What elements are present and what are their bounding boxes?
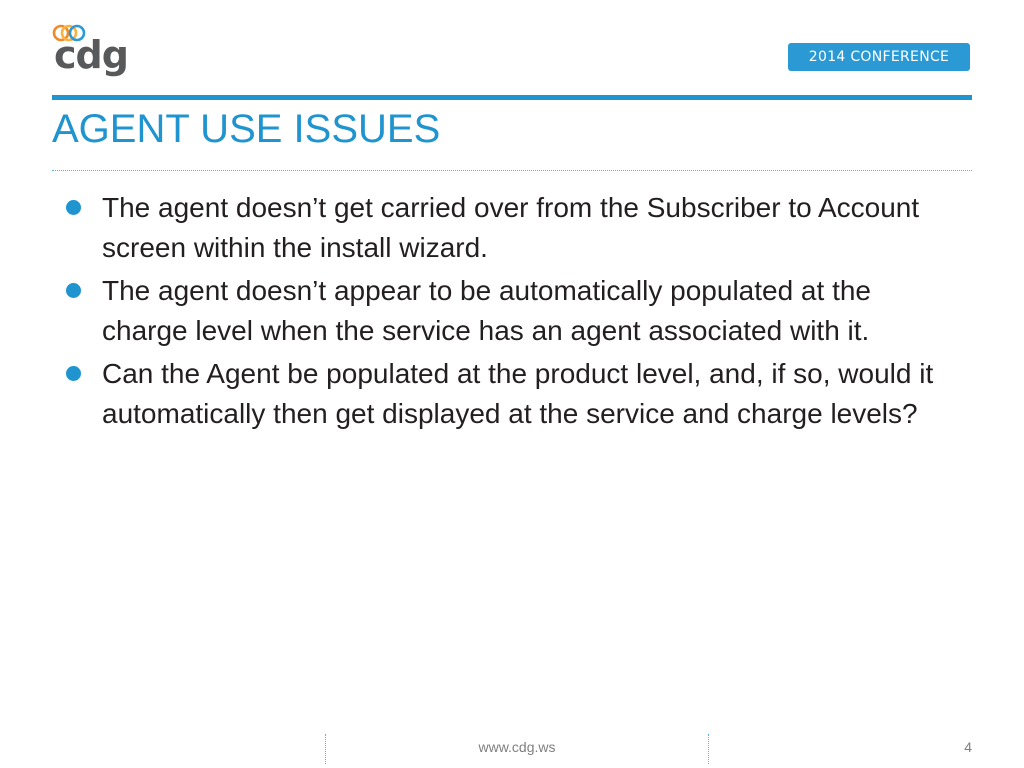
cdg-logo — [52, 22, 128, 82]
footer-divider-right — [708, 734, 709, 764]
header-divider — [52, 95, 972, 100]
bullet-item — [66, 354, 956, 434]
bullet-item — [66, 188, 956, 268]
conference-badge: 2014 CONFERENCE — [788, 43, 970, 71]
bullet-dot-icon — [66, 283, 81, 298]
bullet-dot-icon — [66, 200, 81, 215]
bullet-text: Can the Agent be populated at the product level, and, if so, would it automatically then get displayed at the service and charge levels? — [102, 358, 934, 429]
logo-text: cdg — [54, 33, 128, 77]
bullet-text: The agent doesn’t appear to be automatically populated at the charge level when the service has an agent associated with it. — [102, 275, 871, 346]
bullet-text: The agent doesn’t get carried over from the Subscriber to Account screen within the install wizard. — [102, 192, 920, 263]
footer-url: www.cdg.ws — [478, 739, 556, 755]
slide-title: AGENT USE ISSUES — [52, 107, 441, 151]
title-dotted-divider — [52, 170, 972, 171]
slide-number: 4 — [964, 739, 972, 755]
bullet-item — [66, 271, 956, 351]
bullet-dot-icon — [66, 366, 81, 381]
bullet-list — [66, 188, 956, 437]
